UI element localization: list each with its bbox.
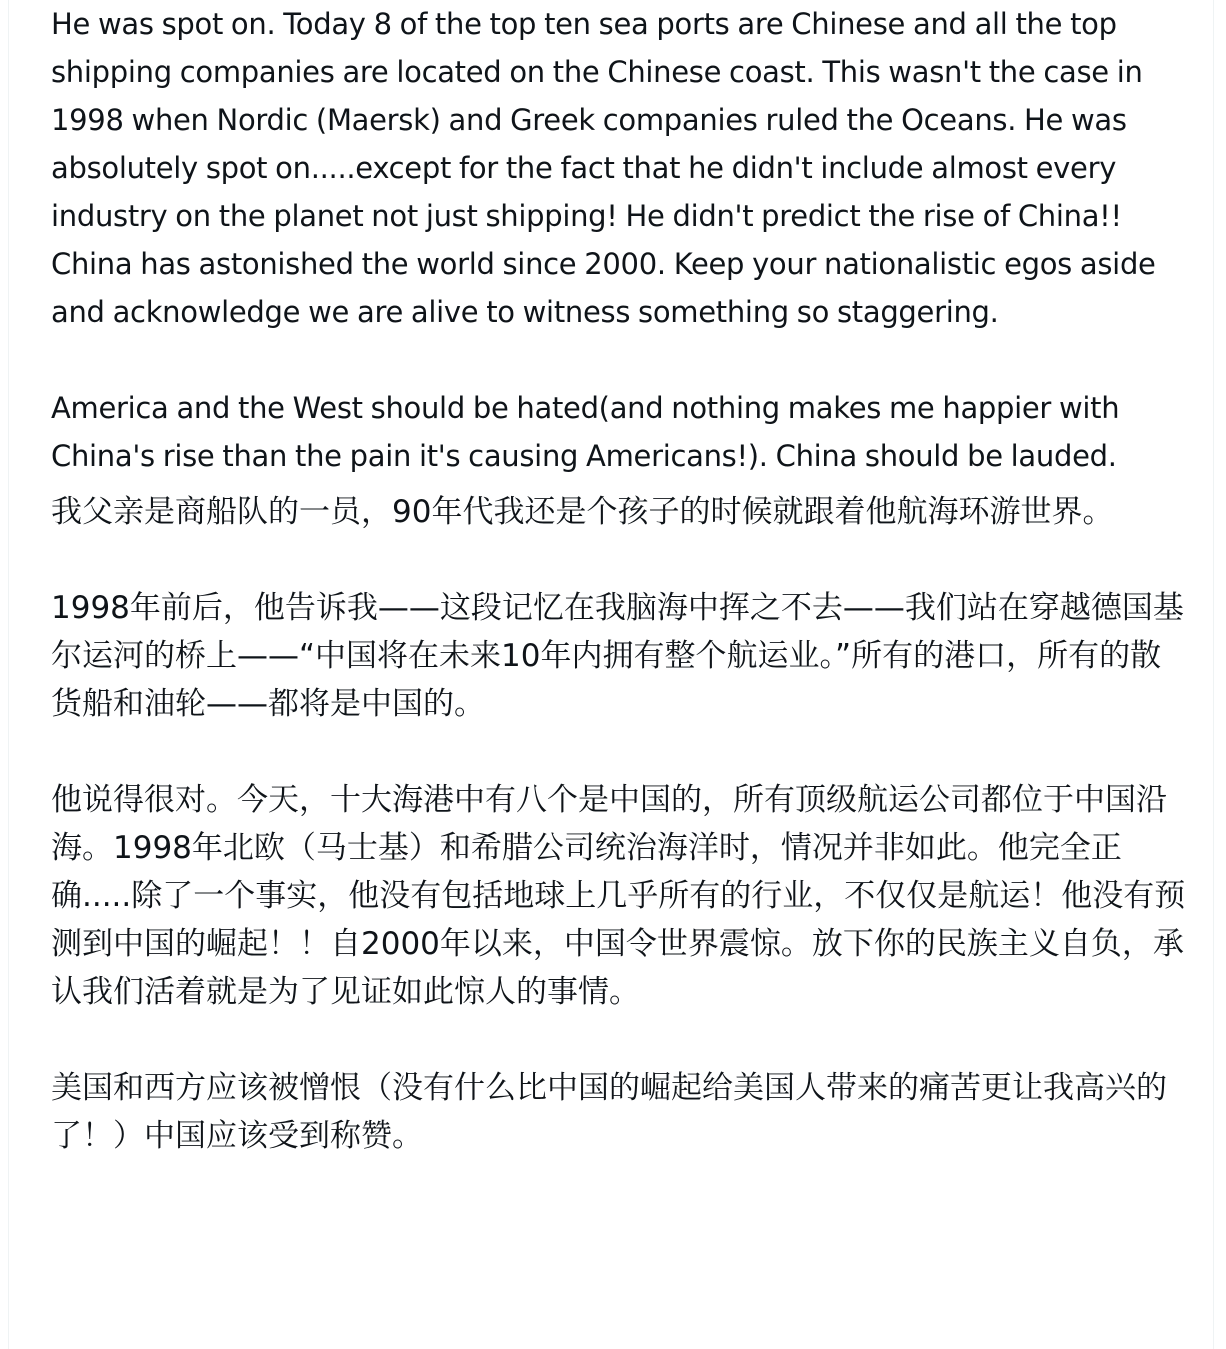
- english-text: [51, 0, 1191, 480]
- english-paragraph-2: America and the West should be hated(and nothing makes me happier with China's rise than the pain it's causing Americans!). China should be lauded.: [51, 391, 1120, 473]
- english-paragraph-1: He was spot on. Today 8 of the top ten sea ports are Chinese and all the top shipping companies are located on the Chinese coast. This wasn't the case in 1998 when Nordic (Maersk) and Greek companies ruled the Oceans. He was absolutely spot on.....except for the fact that he didn't include almost every industry on the planet not just shipping! He didn't predict the rise of China!! China has astonished the world since 2000. Keep your nationalistic egos aside and acknowledge we are alive to witness something so staggering.: [51, 7, 1156, 329]
- post-container: [8, 0, 1214, 1349]
- post-text: [51, 0, 1191, 1160]
- translated-text: [51, 488, 1191, 1160]
- translated-paragraph-2: 1998年前后，他告诉我——这段记忆在我脑海中挥之不去——我们站在穿越德国基尔运河的桥上——“中国将在未来10年内拥有整个航运业。”所有的港口，所有的散货船和油轮——都将是中国的。: [51, 590, 1184, 722]
- translated-paragraph-3: 他说得很对。今天，十大海港中有八个是中国的，所有顶级航运公司都位于中国沿海。1998年北欧（马士基）和希腊公司统治海洋时，情况并非如此。他完全正确.....除了一个事实，他没有包括地球上几乎所有的行业，不仅仅是航运！他没有预测到中国的崛起！！自2000年以来，中国令世界震惊。放下你的民族主义自负，承认我们活着就是为了见证如此惊人的事情。: [51, 782, 1186, 1010]
- translated-paragraph-4: 美国和西方应该被憎恨（没有什么比中国的崛起给美国人带来的痛苦更让我高兴的了！）中国应该受到称赞。: [51, 1070, 1167, 1154]
- translated-paragraph-1: 我父亲是商船队的一员，90年代我还是个孩子的时候就跟着他航海环游世界。: [51, 494, 1114, 530]
